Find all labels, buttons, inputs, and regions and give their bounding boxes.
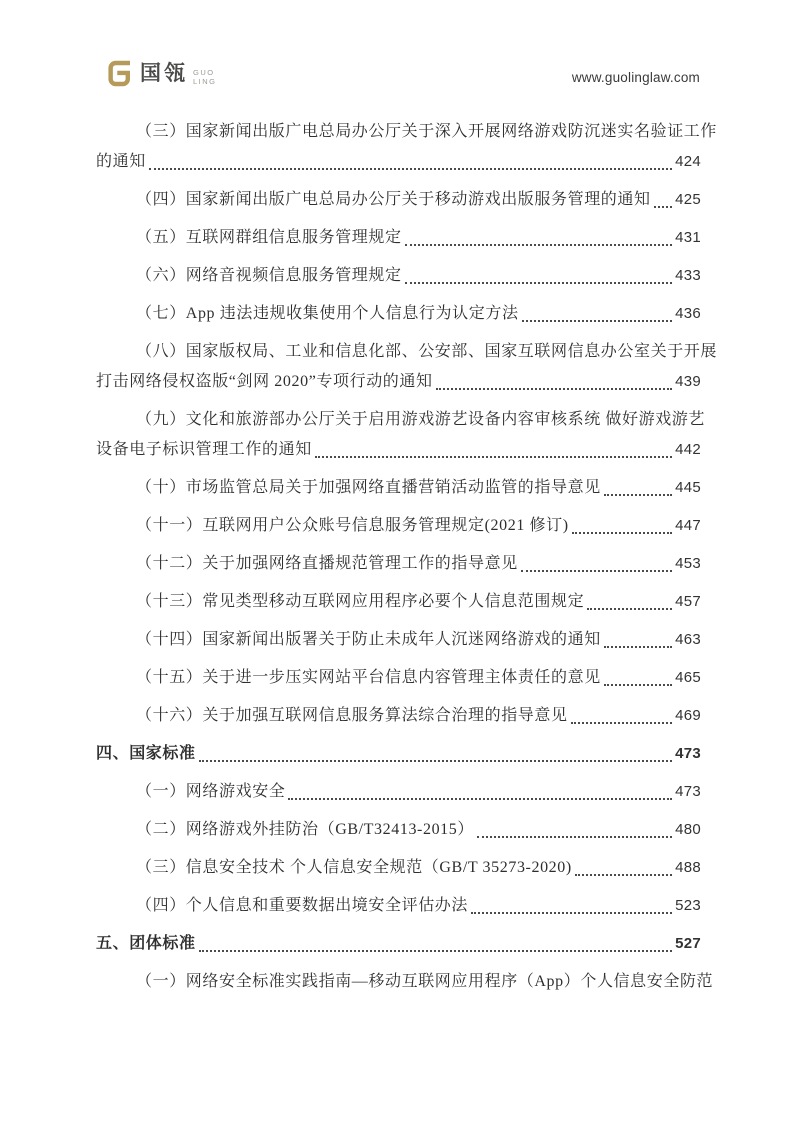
toc-entry-text: （八）国家版权局、工业和信息化部、公安部、国家互联网信息办公室关于开展 (136, 343, 718, 360)
logo-g-icon (106, 58, 133, 89)
dot-leader (604, 684, 672, 686)
dot-leader (522, 320, 673, 322)
toc-entry-row (96, 147, 701, 177)
toc-entry (96, 511, 701, 541)
toc-entry-row (96, 853, 701, 883)
toc-entry-row (96, 261, 701, 291)
dot-leader (199, 760, 672, 762)
dot-leader (405, 244, 672, 246)
toc-entry-text: （十二）关于加强网络直播规范管理工作的指导意见 (136, 555, 518, 572)
logo-text-cn: 国瓴 (140, 62, 188, 85)
toc-entry-text: （九）文化和旅游部办公厅关于启用游戏游艺设备内容审核系统 做好游戏游艺 (136, 411, 706, 428)
toc-entry (96, 117, 718, 177)
toc-entry-row (96, 663, 701, 693)
toc-entry-row (96, 511, 701, 541)
toc-entry-row (96, 739, 701, 769)
dot-leader (477, 836, 672, 838)
toc-entry-text: （一）网络安全标准实践指南—移动互联网应用程序（App）个人信息安全防范 (136, 973, 714, 990)
page-number: 442 (675, 441, 701, 458)
toc-entry-text: （二）网络游戏外挂防治（GB/T32413-2015） (136, 821, 474, 838)
website-url: www.guolinglaw.com (571, 70, 700, 85)
logo-text-en-top: GUO (193, 67, 215, 77)
dot-leader (288, 798, 672, 800)
toc-entry-text: （三）信息安全技术 个人信息安全规范（GB/T 35273-2020) (136, 859, 572, 876)
dot-leader (471, 912, 672, 914)
page-number: 433 (675, 267, 701, 284)
page-number: 488 (675, 859, 701, 876)
toc-entry-text: （一）网络游戏安全 (136, 783, 286, 800)
logo-text-en (193, 62, 217, 86)
toc-entry-row (96, 223, 701, 253)
toc-entry (96, 405, 706, 465)
toc-entry-text: 五、团体标准 (96, 935, 196, 952)
toc-entry (96, 701, 701, 731)
toc-entry (96, 891, 701, 921)
page-number: 445 (675, 479, 701, 496)
page-number: 453 (675, 555, 701, 572)
toc-entry-text: （十）市场监管总局关于加强网络直播营销活动监管的指导意见 (136, 479, 601, 496)
toc-entry (96, 337, 718, 397)
toc-entry (96, 473, 701, 503)
dot-leader (604, 646, 672, 648)
toc-entry (96, 663, 701, 693)
toc-entry-row (96, 185, 701, 215)
guoling-logo (106, 58, 217, 89)
toc-entry (96, 549, 701, 579)
dot-leader (654, 206, 672, 208)
toc-entry-text: （十三）常见类型移动互联网应用程序必要个人信息范围规定 (136, 593, 585, 610)
toc-entry (96, 625, 701, 655)
page-number: 431 (675, 229, 701, 246)
dot-leader (571, 722, 672, 724)
toc-entry (96, 223, 701, 253)
logo-text-en-bottom: LING (193, 76, 217, 86)
dot-leader (575, 874, 672, 876)
toc-entry-text: （四）国家新闻出版广电总局办公厅关于移动游戏出版服务管理的通知 (136, 191, 651, 208)
dot-leader (405, 282, 672, 284)
toc-entry-text: （七）App 违法违规收集使用个人信息行为认定方法 (136, 305, 519, 322)
toc-entry-row (96, 299, 701, 329)
page-number: 439 (675, 373, 701, 390)
toc-entry (96, 967, 714, 997)
toc-entry-text: （五）互联网群组信息服务管理规定 (136, 229, 402, 246)
toc-entry-text: 四、国家标准 (96, 745, 196, 762)
toc-entry-row (96, 929, 701, 959)
dot-leader (604, 494, 672, 496)
page-number: 465 (675, 669, 701, 686)
dot-leader (587, 608, 672, 610)
toc-entry-text: （十五）关于进一步压实网站平台信息内容管理主体责任的意见 (136, 669, 601, 686)
toc-list (96, 117, 718, 997)
page-number: 480 (675, 821, 701, 838)
toc-entry (96, 299, 701, 329)
toc-entry-text: （六）网络音视频信息服务管理规定 (136, 267, 402, 284)
page-number: 424 (675, 153, 701, 170)
toc-entry-text: （十六）关于加强互联网信息服务算法综合治理的指导意见 (136, 707, 568, 724)
toc-entry-row (96, 815, 701, 845)
toc-entry (96, 853, 701, 883)
page-number: 469 (675, 707, 701, 724)
toc-entry (96, 739, 701, 769)
toc-entry-row (96, 473, 701, 503)
page-number: 473 (675, 745, 701, 762)
toc-entry-row (96, 701, 701, 731)
dot-leader (149, 168, 672, 170)
toc-entry-text: （十四）国家新闻出版署关于防止未成年人沉迷网络游戏的通知 (136, 631, 601, 648)
toc-entry (96, 777, 701, 807)
toc-entry-row (96, 625, 701, 655)
dot-leader (436, 388, 672, 390)
toc-entry-row (96, 367, 701, 397)
toc-entry-text: 打击网络侵权盗版“剑网 2020”专项行动的通知 (96, 373, 433, 390)
toc-entry-text: 的通知 (96, 153, 146, 170)
page-number: 447 (675, 517, 701, 534)
toc-entry-row (96, 777, 701, 807)
toc-entry-row (96, 549, 701, 579)
toc-entry (96, 185, 701, 215)
toc-entry-text: （四）个人信息和重要数据出境安全评估办法 (136, 897, 469, 914)
page-number: 436 (675, 305, 701, 322)
page-number: 463 (675, 631, 701, 648)
page-header (0, 0, 793, 110)
dot-leader (521, 570, 672, 572)
dot-leader (315, 456, 672, 458)
toc-entry-text: （十一）互联网用户公众账号信息服务管理规定(2021 修订) (136, 517, 569, 534)
dot-leader (572, 532, 672, 534)
toc-entry (96, 929, 701, 959)
toc-entry (96, 587, 701, 617)
page-number: 425 (675, 191, 701, 208)
toc-entry-row (96, 891, 701, 921)
page-number: 473 (675, 783, 701, 800)
toc-entry-row (96, 587, 701, 617)
toc-entry-text: （三）国家新闻出版广电总局办公厅关于深入开展网络游戏防沉迷实名验证工作 (136, 123, 718, 140)
page-number: 523 (675, 897, 701, 914)
toc-entry-text: 设备电子标识管理工作的通知 (96, 441, 312, 458)
toc-entry (96, 815, 701, 845)
page-number: 527 (675, 935, 701, 952)
toc-entry (96, 261, 701, 291)
page-number: 457 (675, 593, 701, 610)
toc-entry-row (96, 435, 701, 465)
dot-leader (199, 950, 672, 952)
